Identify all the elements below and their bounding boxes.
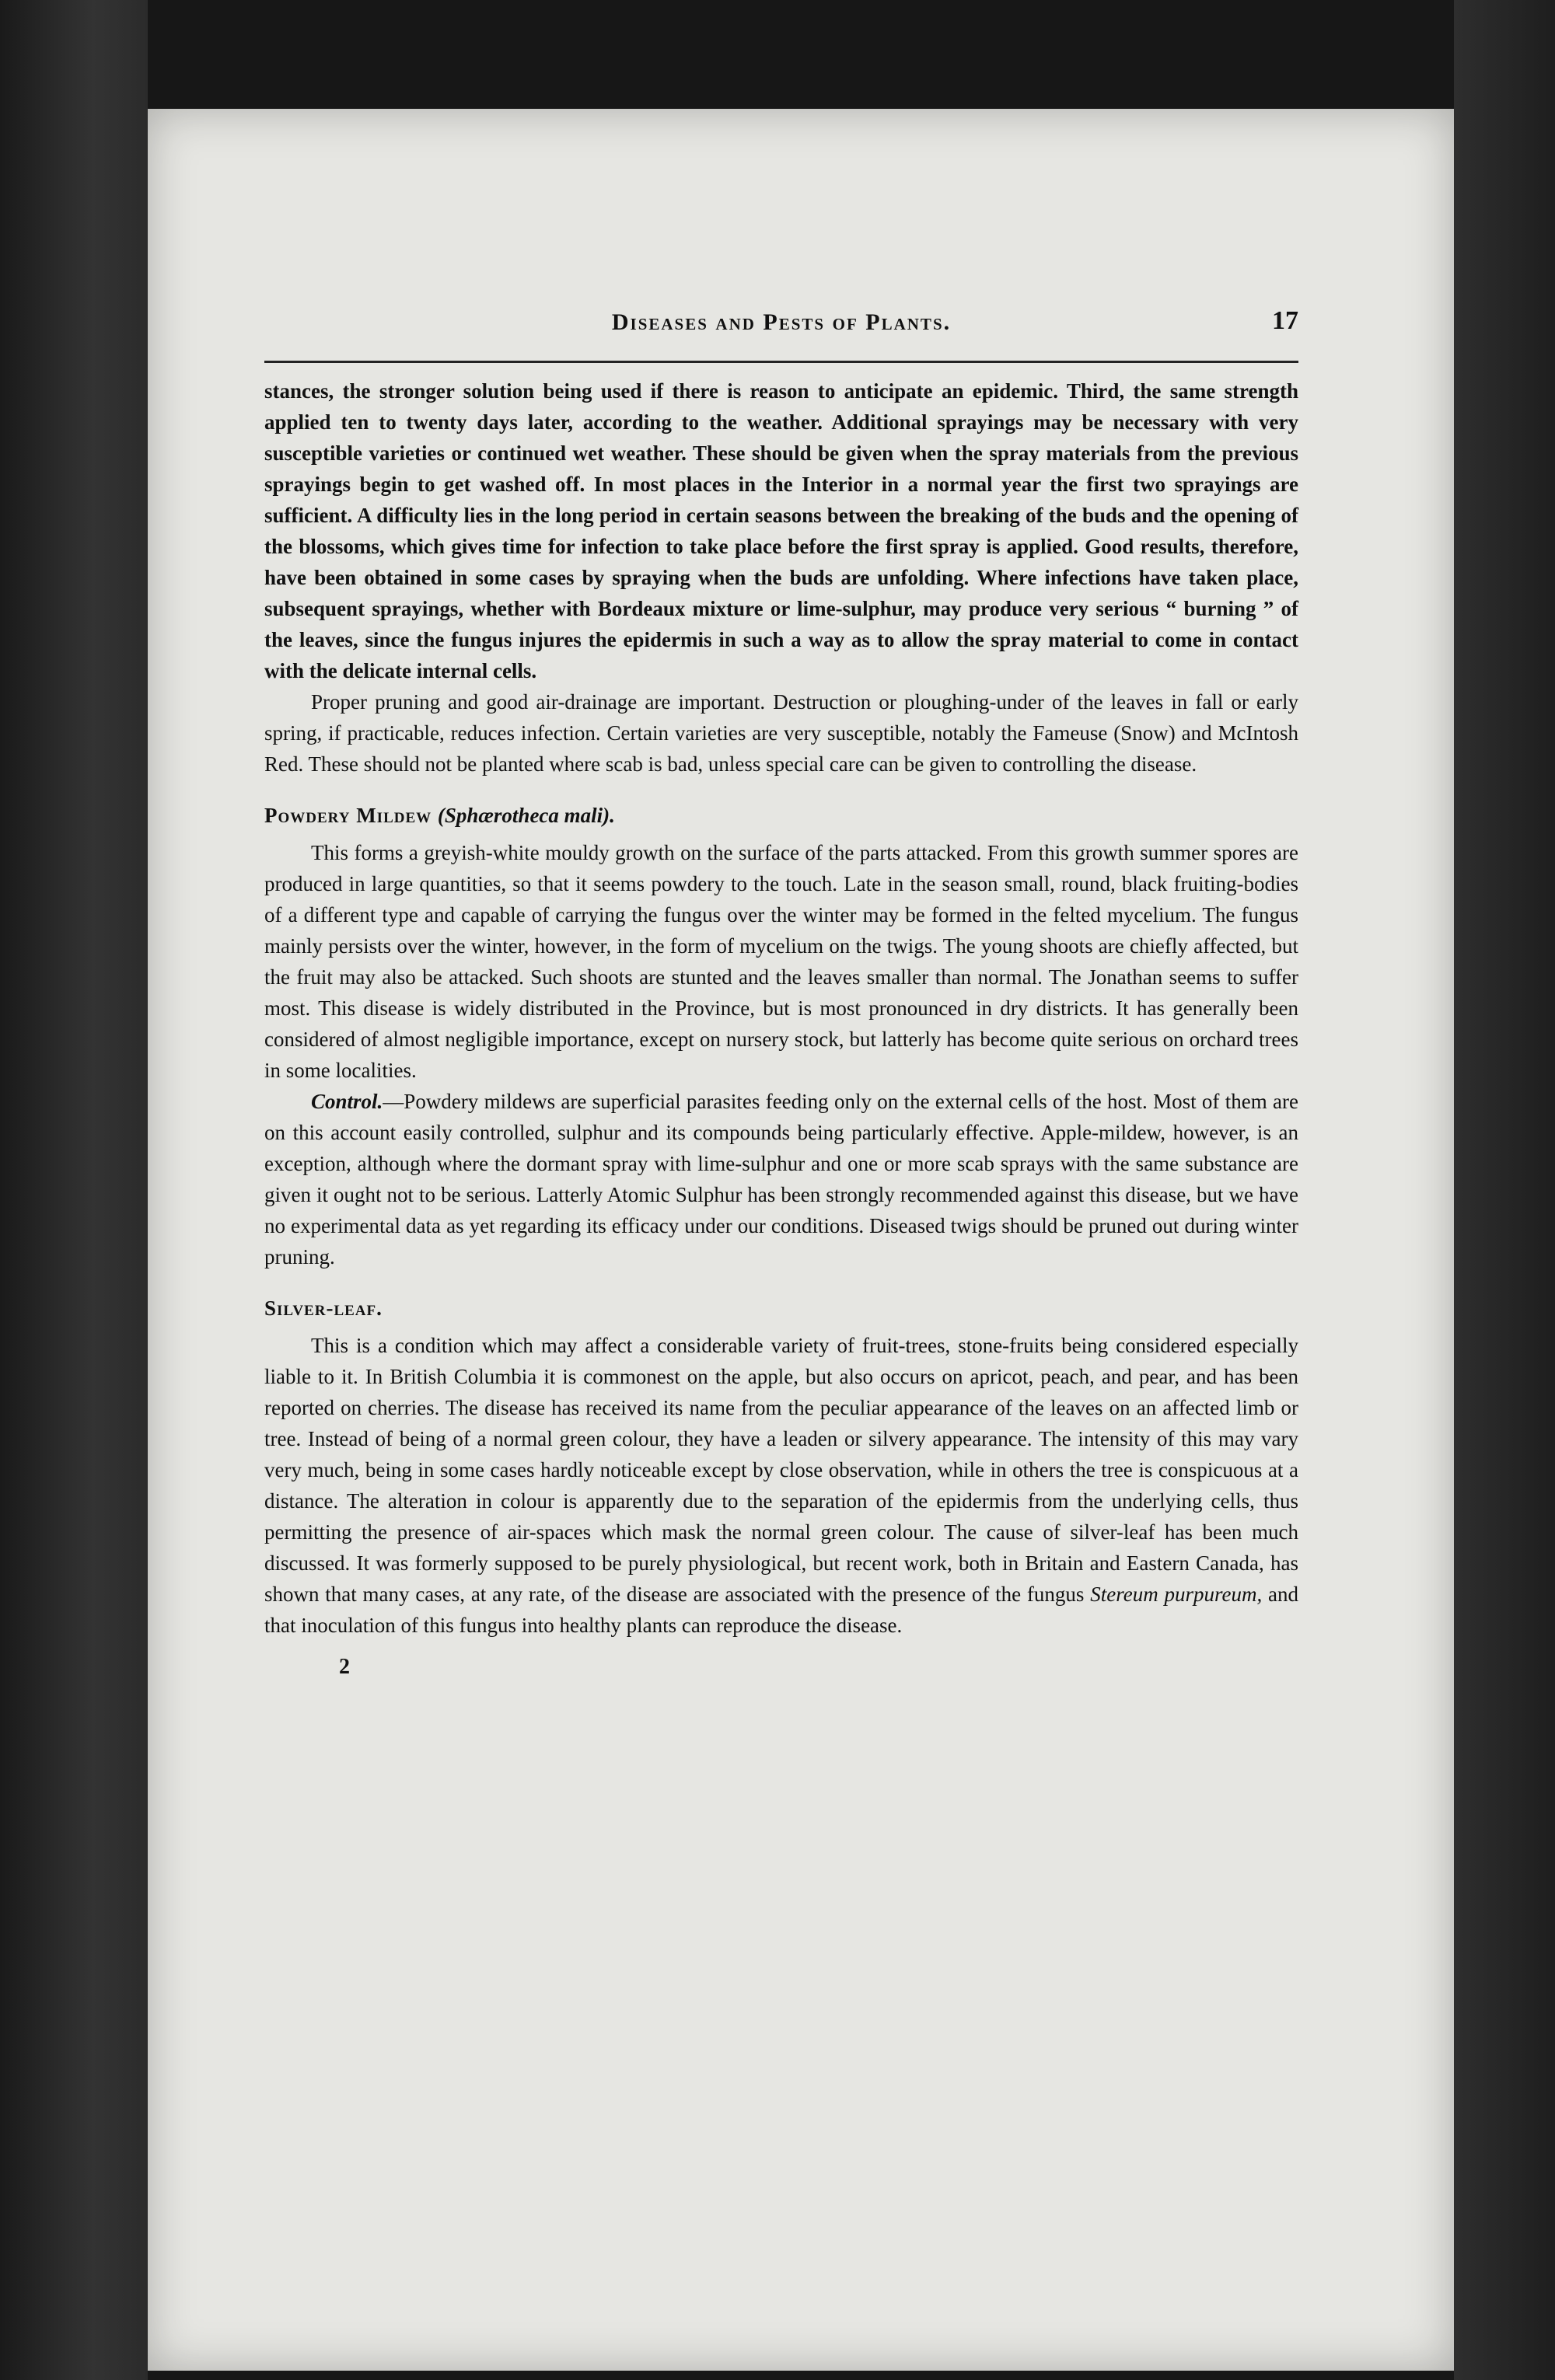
running-title: Diseases and Pests of Plants. (611, 309, 952, 335)
paragraph-continued: stances, the stronger solution being used if there is reason to anticipate an epidemic. Third, the same strength applied ten to twenty days later, according to the weather. Additional sprayings may be necessary with very susceptible varieties or continued wet weather. These should be given when the spray materials from the previous sprayings begin to get washed off. In most places in the Interior in a normal year the first two sprayings are sufficient. A difficulty lies in the long period in certain seasons between the breaking of the buds and the opening of the blossoms, which gives time for infection to take place before the first spray is applied. Good results, therefore, have been obtained in some cases by spraying when the buds are unfolding. Where infections have taken place, subsequent sprayings, whether with Bordeaux mixture or lime-sulphur, may produce very serious “ burning ” of the leaves, since the fungus injures the epidermis in such a way as to allow the spray material to come in contact with the delicate internal cells. (264, 379, 1298, 682)
signature-mark: 2 (339, 1655, 350, 1679)
paragraph-control (264, 1086, 1298, 1272)
header-rule (264, 361, 1298, 363)
page-number: 17 (1272, 306, 1298, 335)
film-border-left (0, 0, 148, 2380)
silver-leaf-text-a: This is a condition which may affect a considerable variety of fruit-trees, stone-fruits being considered especially liable to it. In British Columbia it is commonest on the apple, but also occurs on apricot, peach, and pear, and has been reported on cherries. The disease has received its name from the peculiar appearance of the leaves on an affected limb or tree. Instead of being of a normal green colour, they have a leaden or silvery appearance. The intensity of this may vary very much, being in some cases hardly noticeable except by close observation, while in others the tree is conspicuous at a distance. The alteration in colour is apparently due to the separation of the epidermis from the underlying cells, thus permitting the presence of air-spaces which mask the normal green colour. The cause of silver-leaf has been much discussed. It was formerly supposed to be purely physiological, but recent work, both in Britain and Eastern Canada, has shown that many cases, at any rate, of the disease are associated with the presence of the fungus (264, 1334, 1298, 1606)
film-border-right (1454, 0, 1555, 2380)
silver-leaf-text-b: and that inoculation of this fungus into healthy plants can reproduce the disease. (264, 1583, 1299, 1637)
paragraph-pruning: Proper pruning and good air-drainage are important. Destruction or ploughing-under of the leaves in fall or early spring, if practicable, reduces infection. Certain varieties are very susceptible, notably the Fameuse (Snow) and McIntosh Red. These should not be planted where scab is bad, unless special care can be given to controlling the disease. (264, 690, 1298, 776)
control-text: —Powdery mildews are superficial parasites feeding only on the external cells of the host. Most of them are on this account easily controlled, sulphur and its compounds being particularly effective. Apple-mildew, however, is an exception, although where the dormant spray with lime-sulphur and one or more scab sprays with the same substance are given it ought not to be serious. Latterly Atomic Sulphur has been strongly recommended against this disease, but we have no experimental data as yet regarding its efficacy under our conditions. Diseased twigs should be pruned out during winter pruning. (264, 1090, 1298, 1269)
page-content (264, 306, 1299, 1680)
species-name: Stereum purpureum, (1090, 1583, 1263, 1606)
paragraph-silver-leaf (264, 1330, 1298, 1641)
control-label: Control. (311, 1090, 383, 1113)
scanned-page (148, 109, 1454, 2371)
section-heading-silver-leaf (264, 1293, 1298, 1324)
heading-text: Silver-leaf. (264, 1296, 383, 1320)
page-header (264, 306, 1298, 345)
paragraph-powdery-mildew: This forms a greyish-white mouldy growth on the surface of the parts attacked. From this growth summer spores are produced in large quantities, so that it seems powdery to the touch. Late in the season small, round, black fruiting-bodies of a different type and capable of carrying the fungus over the winter may be formed in the felted mycelium. The fungus mainly persists over the winter, however, in the form of mycelium on the twigs. The young shoots are chiefly affected, but the fruit may also be attacked. Such shoots are stunted and the leaves smaller than normal. The Jonathan seems to suffer most. This disease is widely distributed in the Province, but is most pronounced in dry districts. It has generally been considered of almost negligible importance, except on nursery stock, but latterly has become quite serious on orchard trees in some localities. (264, 841, 1298, 1082)
heading-text: Powdery Mildew (264, 804, 432, 827)
heading-latin-name: (Sphærotheca mali). (437, 804, 615, 827)
body-text (264, 375, 1298, 1641)
section-heading-powdery-mildew (264, 800, 1298, 831)
